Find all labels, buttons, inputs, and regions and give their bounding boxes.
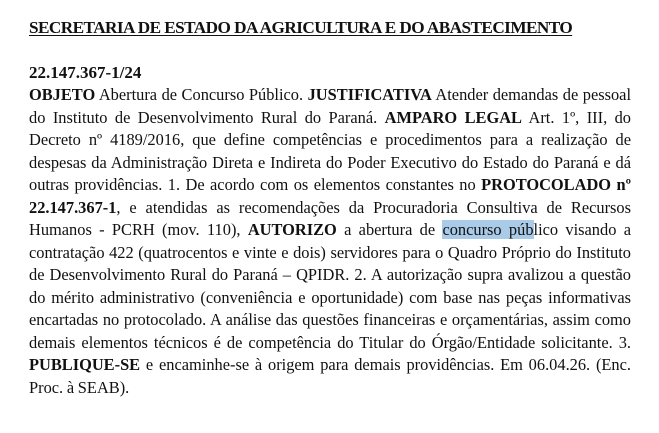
- closing-text: e encaminhe-se à origem para demais providências. Em 06.04.26. (Enc. Proc. à SEAB).: [29, 355, 631, 397]
- autorizo-text: a abertura de: [336, 220, 443, 239]
- recommendations-text: , e atendidas as recomendações da Procuradoria Consultiva de Recursos Humanos - PCRH (mov. 110),: [29, 197, 631, 239]
- amparo-legal-text: Art. 1º, III, do Decreto nº 4189/2016, que define competências e procedimentos para a realização de despesas da Administração Direta e Indireta do Poder Executivo do Estado do Paraná e dá outras providências. 1. De acordo com os elementos constantes no: [29, 107, 631, 194]
- amparo-legal-label: AMPARO LEGAL: [384, 107, 522, 127]
- justificativa-label: JUSTIFICATIVA: [307, 85, 432, 104]
- document-body[interactable]: [29, 84, 631, 399]
- protocolado-label: PROTOCOLADO nº 22.147.367-1: [29, 175, 631, 217]
- justificativa-text: Atender demandas de pessoal do Instituto de Desenvolvimento Rural do Paraná.: [29, 85, 632, 127]
- publique-se-label: PUBLIQUE-SE: [29, 355, 141, 374]
- objeto-label: OBJETO: [29, 85, 96, 104]
- selected-text-highlight[interactable]: concurso púb: [442, 220, 534, 239]
- objeto-text: Abertura de Concurso Público.: [95, 85, 308, 104]
- autorizo-label: AUTORIZO: [247, 220, 337, 239]
- contract-text: lico visando a contratação 422 (quatrocentos e vinte e dois) servidores para o Quadro Próprio do Instituto de Desenvolvimento Rural do Paraná – QPIDR. 2. A autorização supra avalizou a questão do mérito administrativo (conveniência e oportunidade) com base nas peças informativas encartadas no protocolado. A análise das questões financeiras e orçamentárias, assim como demais elementos técnicos é de competência do Titular do Órgão/Entidade solicitante. 3.: [29, 220, 631, 352]
- document-number: 22.147.367-1/24: [29, 63, 142, 82]
- secretariat-heading: SECRETARIA DE ESTADO DA AGRICULTURA E DO ABASTECIMENTO: [29, 18, 573, 37]
